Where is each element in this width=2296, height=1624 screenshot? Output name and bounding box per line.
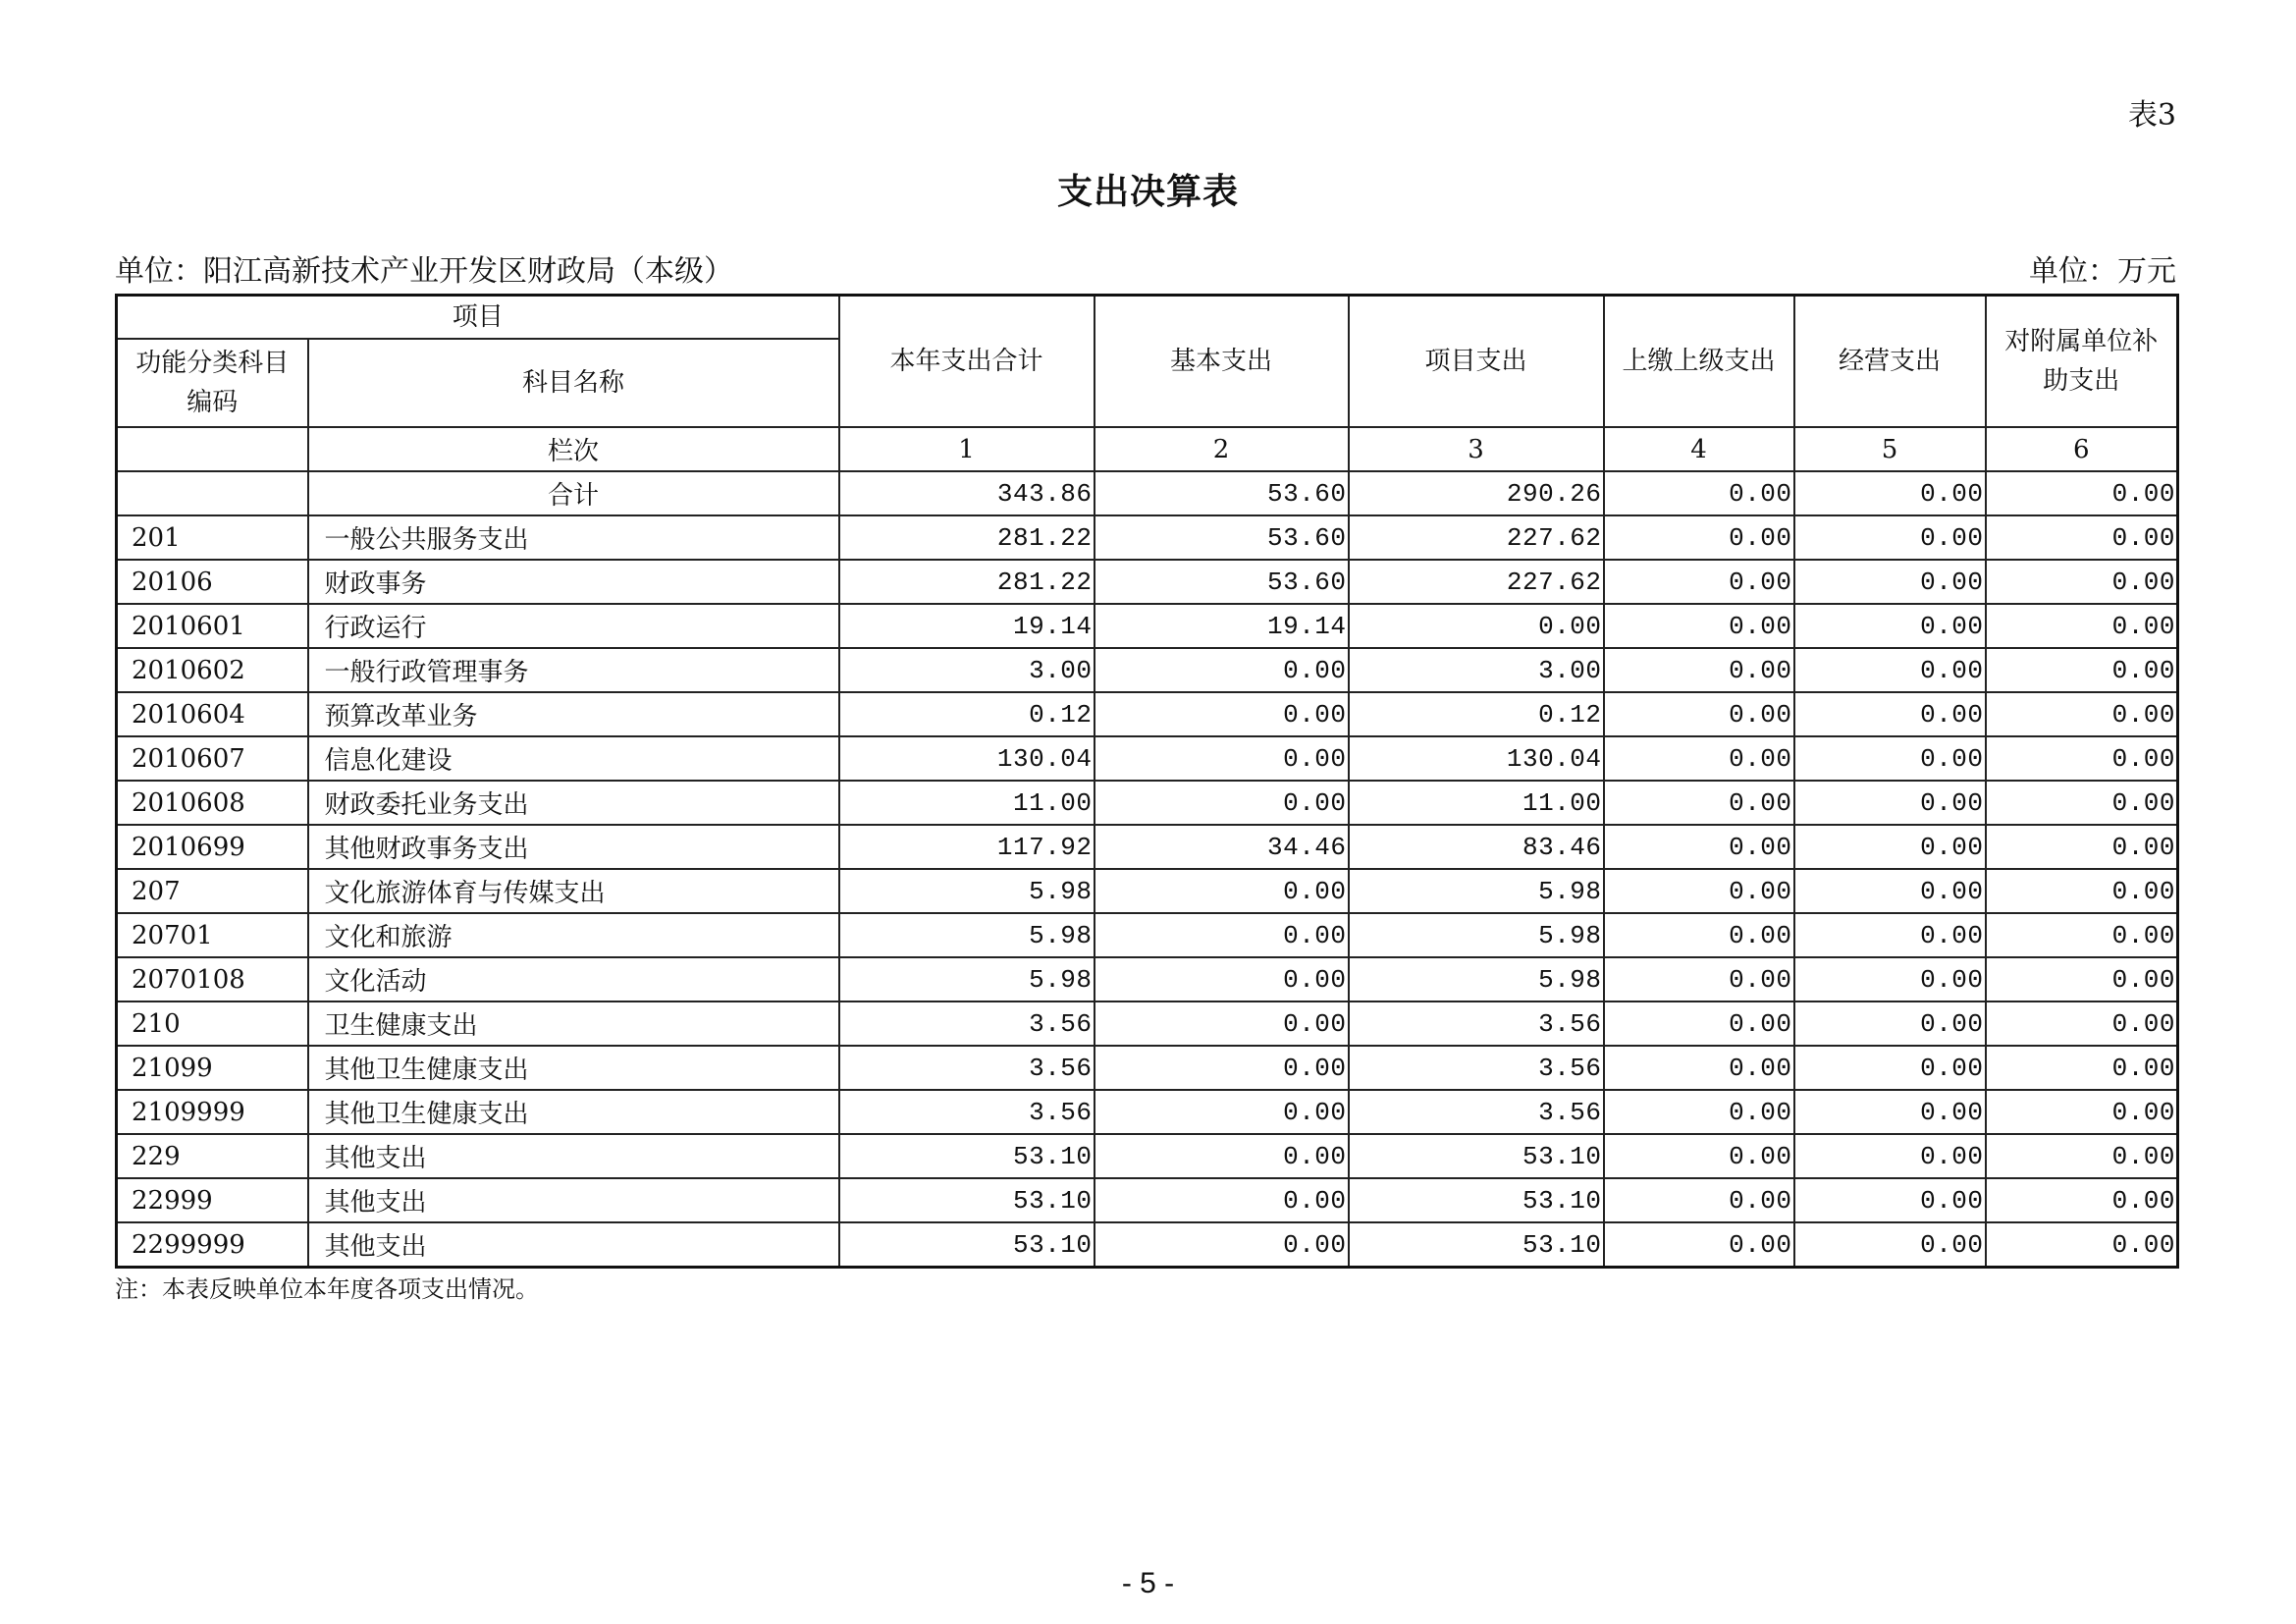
subject-code: 207 — [117, 869, 308, 913]
amount-cell: 0.00 — [1604, 1046, 1794, 1090]
amount-cell: 3.56 — [1349, 1090, 1604, 1134]
amount-cell: 19.14 — [1095, 604, 1349, 648]
amount-cell: 0.12 — [1349, 692, 1604, 736]
column-number: 2 — [1095, 427, 1349, 471]
subject-name: 信息化建设 — [308, 736, 839, 781]
amount-cell: 0.00 — [1986, 515, 2178, 560]
total-label: 合计 — [308, 471, 839, 515]
amount-cell: 130.04 — [1349, 736, 1604, 781]
amount-cell: 0.00 — [1986, 648, 2178, 692]
total-row — [117, 471, 2178, 515]
amount-cell: 19.14 — [839, 604, 1095, 648]
column-number-row — [117, 427, 2178, 471]
table-row — [117, 1046, 2178, 1090]
subject-name: 其他卫生健康支出 — [308, 1046, 839, 1090]
table-row — [117, 692, 2178, 736]
amount-cell: 0.00 — [1604, 869, 1794, 913]
header-item-group: 项目 — [117, 296, 839, 340]
amount-cell: 53.60 — [1095, 560, 1349, 604]
amount-cell: 0.00 — [1794, 604, 1986, 648]
table-row — [117, 825, 2178, 869]
subject-code: 20701 — [117, 913, 308, 957]
amount-cell: 53.10 — [839, 1178, 1095, 1222]
amount-cell: 0.00 — [1794, 869, 1986, 913]
total-value: 0.00 — [1604, 471, 1794, 515]
subject-name: 文化活动 — [308, 957, 839, 1001]
amount-cell: 0.00 — [1604, 1090, 1794, 1134]
amount-cell: 11.00 — [839, 781, 1095, 825]
amount-cell: 53.10 — [839, 1134, 1095, 1178]
page-title: 支出决算表 — [1056, 172, 1239, 212]
total-code — [117, 471, 308, 515]
amount-cell: 0.00 — [1604, 648, 1794, 692]
table-row — [117, 957, 2178, 1001]
amount-cell: 0.00 — [1794, 736, 1986, 781]
amount-cell: 0.00 — [1604, 736, 1794, 781]
amount-cell: 0.00 — [1604, 825, 1794, 869]
amount-cell: 53.10 — [839, 1222, 1095, 1268]
table-row — [117, 1090, 2178, 1134]
total-value: 53.60 — [1095, 471, 1349, 515]
header-remit-superior-expenditure: 上缴上级支出 — [1604, 296, 1794, 428]
total-value: 0.00 — [1986, 471, 2178, 515]
amount-cell: 34.46 — [1095, 825, 1349, 869]
amount-cell: 0.00 — [1986, 1178, 2178, 1222]
amount-cell: 0.00 — [1794, 1090, 1986, 1134]
amount-cell: 0.00 — [1794, 648, 1986, 692]
amount-cell: 0.00 — [1794, 692, 1986, 736]
table-row — [117, 736, 2178, 781]
column-number: 3 — [1349, 427, 1604, 471]
amount-cell: 0.00 — [1604, 1178, 1794, 1222]
amount-cell: 0.00 — [1794, 957, 1986, 1001]
table-row — [117, 781, 2178, 825]
amount-cell: 0.00 — [1095, 1134, 1349, 1178]
subject-code: 22999 — [117, 1178, 308, 1222]
column-number: 5 — [1794, 427, 1986, 471]
subject-name: 其他支出 — [308, 1222, 839, 1268]
amount-cell: 0.00 — [1986, 604, 2178, 648]
amount-cell: 0.00 — [1986, 869, 2178, 913]
subject-code: 2010602 — [117, 648, 308, 692]
subject-name: 其他支出 — [308, 1178, 839, 1222]
amount-cell: 0.00 — [1095, 1001, 1349, 1046]
amount-cell: 0.00 — [1604, 515, 1794, 560]
amount-cell: 0.00 — [1604, 1134, 1794, 1178]
amount-cell: 0.00 — [1604, 1001, 1794, 1046]
amount-cell: 5.98 — [1349, 869, 1604, 913]
subject-code: 210 — [117, 1001, 308, 1046]
amount-cell: 0.00 — [1604, 692, 1794, 736]
subject-code: 2010608 — [117, 781, 308, 825]
amount-cell: 3.00 — [839, 648, 1095, 692]
table-number: 表3 — [2127, 98, 2176, 133]
amount-cell: 0.00 — [1794, 825, 1986, 869]
table-note: 注：本表反映单位本年度各项支出情况。 — [115, 1275, 539, 1303]
subject-code: 2010604 — [117, 692, 308, 736]
amount-cell: 53.60 — [1095, 515, 1349, 560]
amount-cell: 5.98 — [1349, 913, 1604, 957]
table-row — [117, 913, 2178, 957]
amount-cell: 0.00 — [1095, 692, 1349, 736]
amount-cell: 53.10 — [1349, 1134, 1604, 1178]
column-number: 6 — [1986, 427, 2178, 471]
amount-cell: 0.00 — [1604, 781, 1794, 825]
amount-cell: 0.00 — [1095, 1222, 1349, 1268]
subject-code: 229 — [117, 1134, 308, 1178]
total-value: 343.86 — [839, 471, 1095, 515]
amount-cell: 3.56 — [1349, 1001, 1604, 1046]
subject-code: 20106 — [117, 560, 308, 604]
amount-cell: 0.00 — [1095, 957, 1349, 1001]
amount-cell: 0.00 — [1095, 781, 1349, 825]
amount-cell: 0.00 — [1095, 1178, 1349, 1222]
subject-code: 2010607 — [117, 736, 308, 781]
amount-cell: 3.56 — [839, 1046, 1095, 1090]
expenditure-table — [115, 294, 2179, 1269]
amount-cell: 0.00 — [1794, 1134, 1986, 1178]
amount-cell: 0.00 — [1095, 913, 1349, 957]
amount-cell: 0.00 — [1986, 1046, 2178, 1090]
amount-cell: 0.00 — [1794, 1001, 1986, 1046]
amount-cell: 3.56 — [839, 1090, 1095, 1134]
subject-code: 2010699 — [117, 825, 308, 869]
amount-cell: 83.46 — [1349, 825, 1604, 869]
table-row — [117, 1178, 2178, 1222]
total-value: 0.00 — [1794, 471, 1986, 515]
amount-cell: 0.00 — [1986, 1090, 2178, 1134]
table-row — [117, 560, 2178, 604]
header-total-expenditure: 本年支出合计 — [839, 296, 1095, 428]
amount-cell: 0.00 — [1604, 560, 1794, 604]
amount-cell: 5.98 — [839, 913, 1095, 957]
subject-code: 2070108 — [117, 957, 308, 1001]
subject-name: 文化和旅游 — [308, 913, 839, 957]
amount-cell: 0.00 — [1986, 1222, 2178, 1268]
subject-code: 21099 — [117, 1046, 308, 1090]
amount-cell: 0.00 — [1794, 515, 1986, 560]
subject-name: 财政委托业务支出 — [308, 781, 839, 825]
table-row — [117, 1222, 2178, 1268]
column-number: 1 — [839, 427, 1095, 471]
amount-cell: 0.00 — [1794, 781, 1986, 825]
amount-cell: 53.10 — [1349, 1222, 1604, 1268]
subject-code: 2109999 — [117, 1090, 308, 1134]
amount-cell: 117.92 — [839, 825, 1095, 869]
amount-cell: 5.98 — [839, 957, 1095, 1001]
total-value: 290.26 — [1349, 471, 1604, 515]
header-project-expenditure: 项目支出 — [1349, 296, 1604, 428]
amount-cell: 3.56 — [1349, 1046, 1604, 1090]
column-number-code-cell — [117, 427, 308, 471]
subject-code: 2010601 — [117, 604, 308, 648]
amount-cell: 0.00 — [1604, 957, 1794, 1001]
amount-cell: 0.00 — [1986, 1001, 2178, 1046]
amount-cell: 3.00 — [1349, 648, 1604, 692]
amount-cell: 0.00 — [1794, 560, 1986, 604]
amount-cell: 0.00 — [1794, 1046, 1986, 1090]
amount-cell: 3.56 — [839, 1001, 1095, 1046]
amount-cell: 281.22 — [839, 515, 1095, 560]
amount-cell: 0.00 — [1794, 913, 1986, 957]
subject-name: 一般行政管理事务 — [308, 648, 839, 692]
header-subject-name: 科目名称 — [308, 339, 839, 427]
reporting-unit: 单位：阳江高新技术产业开发区财政局（本级） — [115, 254, 733, 289]
amount-cell: 0.00 — [1095, 736, 1349, 781]
amount-cell: 0.00 — [1604, 1222, 1794, 1268]
header-subsidiary-subsidy: 对附属单位补助支出 — [1986, 296, 2178, 428]
amount-cell: 0.00 — [1095, 648, 1349, 692]
header-function-code: 功能分类科目编码 — [117, 339, 308, 427]
column-number: 4 — [1604, 427, 1794, 471]
currency-unit: 单位：万元 — [2029, 254, 2176, 289]
table-row — [117, 1134, 2178, 1178]
amount-cell: 0.00 — [1986, 913, 2178, 957]
amount-cell: 0.00 — [1794, 1222, 1986, 1268]
amount-cell: 0.00 — [1604, 604, 1794, 648]
amount-cell: 281.22 — [839, 560, 1095, 604]
amount-cell: 0.00 — [1986, 560, 2178, 604]
header-operating-expenditure: 经营支出 — [1794, 296, 1986, 428]
table-row — [117, 648, 2178, 692]
table-row — [117, 869, 2178, 913]
page-number: - 5 - — [1121, 1567, 1175, 1599]
amount-cell: 0.00 — [1095, 1046, 1349, 1090]
amount-cell: 5.98 — [1349, 957, 1604, 1001]
subject-name: 其他支出 — [308, 1134, 839, 1178]
amount-cell: 0.00 — [1095, 1090, 1349, 1134]
amount-cell: 0.00 — [1349, 604, 1604, 648]
column-number-label: 栏次 — [308, 427, 839, 471]
subject-name: 文化旅游体育与传媒支出 — [308, 869, 839, 913]
amount-cell: 0.00 — [1095, 869, 1349, 913]
amount-cell: 53.10 — [1349, 1178, 1604, 1222]
amount-cell: 0.00 — [1986, 736, 2178, 781]
subject-name: 卫生健康支出 — [308, 1001, 839, 1046]
subject-name: 预算改革业务 — [308, 692, 839, 736]
table-row — [117, 604, 2178, 648]
table-row — [117, 515, 2178, 560]
amount-cell: 227.62 — [1349, 560, 1604, 604]
subject-name: 其他卫生健康支出 — [308, 1090, 839, 1134]
amount-cell: 0.00 — [1794, 1178, 1986, 1222]
table-row — [117, 1001, 2178, 1046]
amount-cell: 0.00 — [1986, 692, 2178, 736]
amount-cell: 0.00 — [1604, 913, 1794, 957]
amount-cell: 0.12 — [839, 692, 1095, 736]
header-basic-expenditure: 基本支出 — [1095, 296, 1349, 428]
subject-name: 一般公共服务支出 — [308, 515, 839, 560]
subject-name: 行政运行 — [308, 604, 839, 648]
amount-cell: 0.00 — [1986, 825, 2178, 869]
amount-cell: 0.00 — [1986, 1134, 2178, 1178]
amount-cell: 5.98 — [839, 869, 1095, 913]
amount-cell: 11.00 — [1349, 781, 1604, 825]
subject-name: 其他财政事务支出 — [308, 825, 839, 869]
amount-cell: 0.00 — [1986, 781, 2178, 825]
amount-cell: 0.00 — [1986, 957, 2178, 1001]
amount-cell: 130.04 — [839, 736, 1095, 781]
subject-code: 201 — [117, 515, 308, 560]
subject-name: 财政事务 — [308, 560, 839, 604]
subject-code: 2299999 — [117, 1222, 308, 1268]
amount-cell: 227.62 — [1349, 515, 1604, 560]
